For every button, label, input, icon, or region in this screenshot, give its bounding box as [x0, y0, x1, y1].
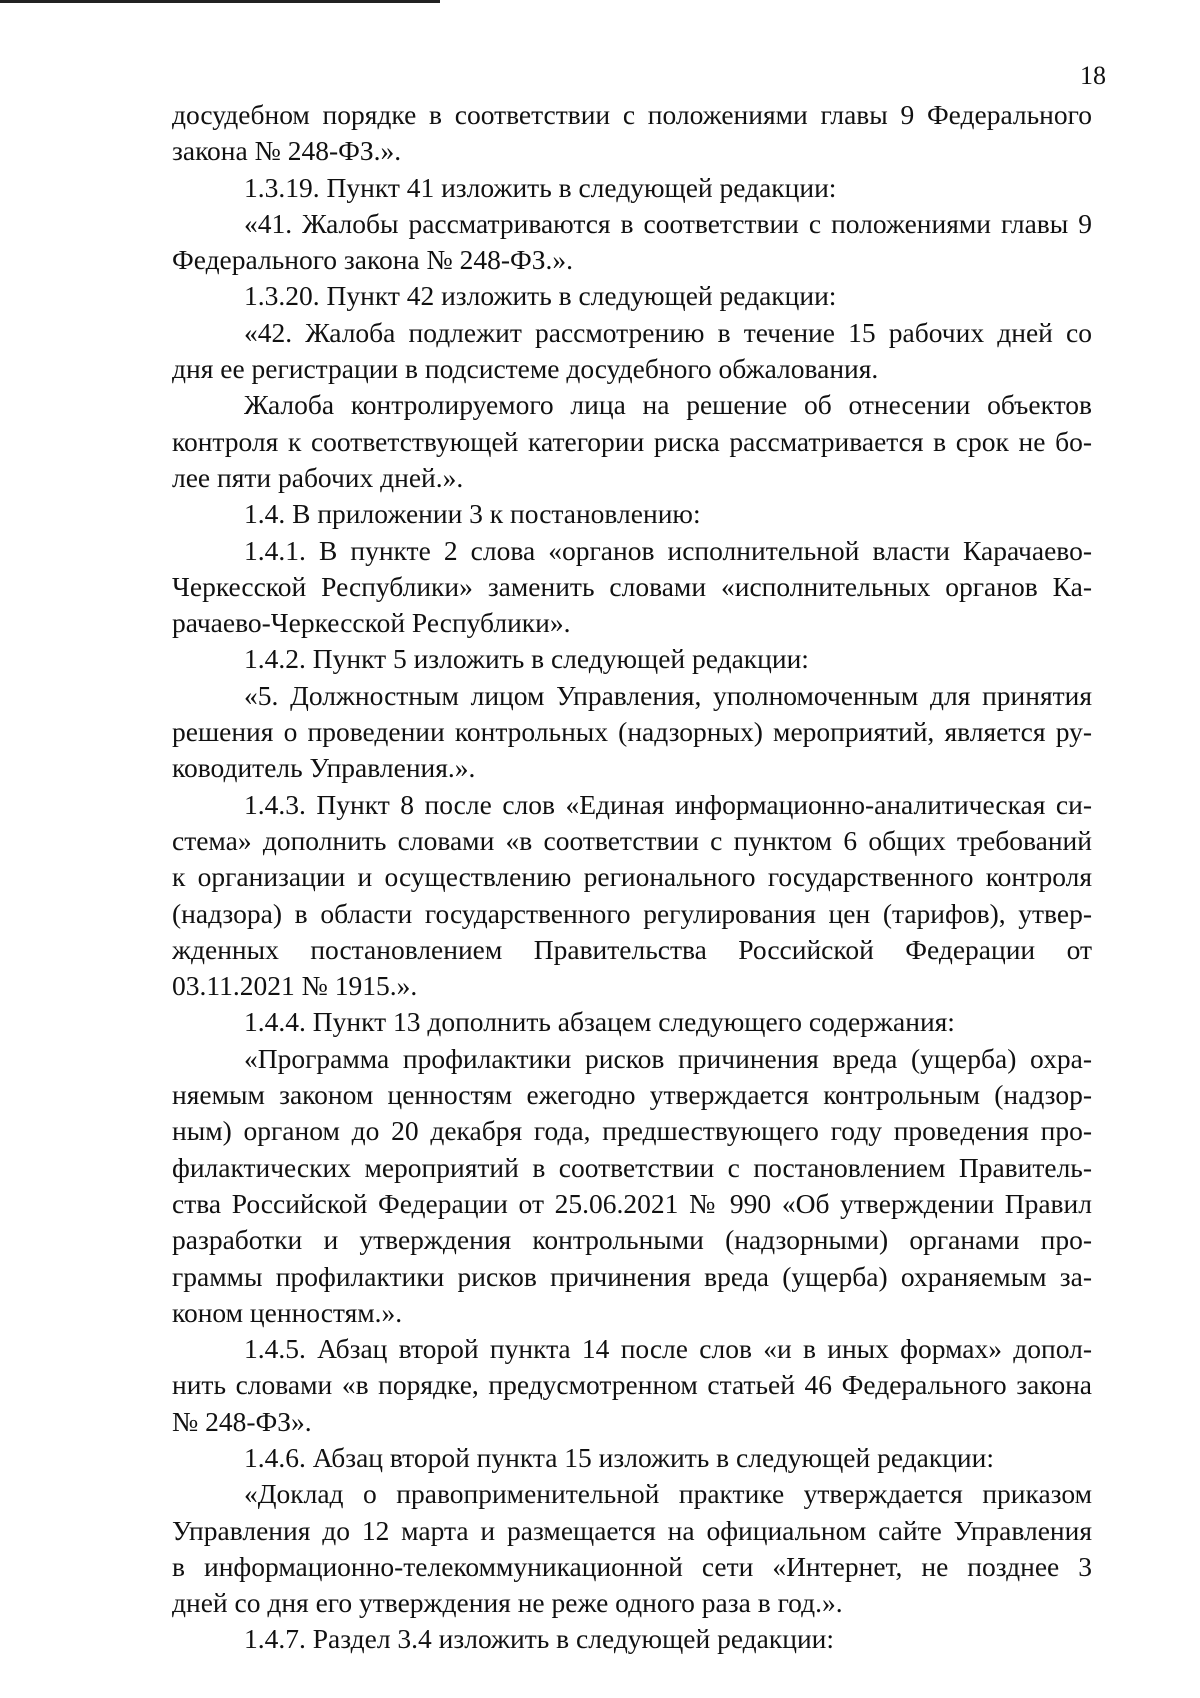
text-line: няемым законом ценностям ежегодно утверждается контрольным (надзор-	[172, 1079, 1092, 1111]
text-line: 1.4. В приложении 3 к постановлению:	[244, 498, 701, 530]
text-line: рачаево-Черкесской Республики».	[172, 607, 571, 639]
text-line: ным) органом до 20 декабря года, предшествующего году проведения про-	[172, 1115, 1092, 1147]
page-number: 18	[1080, 61, 1106, 90]
text-line: жденных постановлением Правительства Российской Федерации от	[172, 933, 1092, 965]
text-line: дней со дня его утверждения не реже одного раза в год.».	[172, 1587, 843, 1619]
text-line: «Доклад о правоприменительной практике утверждается приказом	[244, 1478, 1092, 1510]
text-line: стема» дополнить словами «в соответствии с пунктом 6 общих требований	[172, 824, 1092, 856]
text-line: в информационно-телекоммуникационной сети «Интернет, не позднее 3	[172, 1550, 1092, 1582]
text-line: 1.3.19. Пункт 41 изложить в следующей редакции:	[244, 171, 837, 203]
text-line: дня ее регистрации в подсистеме досудебного обжалования.	[172, 353, 879, 385]
text-line: 1.3.20. Пункт 42 изложить в следующей редакции:	[244, 280, 837, 312]
text-line: Федерального закона № 248-ФЗ.».	[172, 244, 574, 276]
document-body	[172, 97, 1092, 1658]
text-line: коном ценностям.».	[172, 1296, 403, 1328]
text-line: Жалоба контролируемого лица на решение об отнесении объектов	[244, 389, 1092, 421]
text-line: «41. Жалобы рассматриваются в соответствии с положениями главы 9	[244, 207, 1092, 239]
text-line: 1.4.7. Раздел 3.4 изложить в следующей редакции:	[244, 1623, 835, 1655]
text-line: решения о проведении контрольных (надзорных) мероприятий, является ру-	[172, 716, 1092, 748]
text-line: лее пяти рабочих дней.».	[172, 461, 464, 493]
text-line: 1.4.4. Пункт 13 дополнить абзацем следующего содержания:	[244, 1006, 955, 1038]
text-line: к организации и осуществлению регионального государственного контроля	[172, 861, 1092, 893]
text-line: закона № 248-ФЗ.».	[172, 135, 402, 167]
text-line: нить словами «в порядке, предусмотренном статьей 46 Федерального закона	[172, 1369, 1092, 1401]
text-line: № 248-ФЗ».	[172, 1405, 312, 1437]
text-line: Управления до 12 марта и размещается на официальном сайте Управления	[172, 1514, 1092, 1546]
text-line: ства Российской Федерации от 25.06.2021 № 990 «Об утверждении Правил	[172, 1187, 1092, 1219]
scan-top-edge-line	[0, 0, 440, 3]
text-line: 1.4.2. Пункт 5 изложить в следующей редакции:	[244, 643, 809, 675]
text-line: 1.4.5. Абзац второй пункта 14 после слов «и в иных формах» допол-	[244, 1333, 1092, 1365]
text-line: «5. Должностным лицом Управления, уполномоченным для принятия	[244, 679, 1092, 711]
text-line: 1.4.3. Пункт 8 после слов «Единая информационно-аналитическая си-	[244, 788, 1092, 820]
text-line: 1.4.6. Абзац второй пункта 15 изложить в следующей редакции:	[244, 1441, 995, 1473]
text-line: досудебном порядке в соответствии с положениями главы 9 Федерального	[172, 99, 1092, 130]
text-line: филактических мероприятий в соответствии с постановлением Правитель-	[172, 1151, 1092, 1183]
text-line: контроля к соответствующей категории риска рассматривается в срок не бо-	[172, 425, 1092, 457]
text-line: (надзора) в области государственного регулирования цен (тарифов), утвер-	[172, 897, 1092, 929]
text-line: граммы профилактики рисков причинения вреда (ущерба) охраняемым за-	[172, 1260, 1092, 1292]
text-line: Черкесской Республики» заменить словами «исполнительных органов Ка-	[172, 570, 1092, 602]
text-line: 1.4.1. В пункте 2 слова «органов исполнительной власти Карачаево-	[244, 534, 1092, 566]
text-line: ководитель Управления.».	[172, 752, 476, 784]
text-line: «Программа профилактики рисков причинения вреда (ущерба) охра-	[244, 1042, 1092, 1074]
text-line: разработки и утверждения контрольными (надзорными) органами про-	[172, 1224, 1092, 1256]
text-line: «42. Жалоба подлежит рассмотрению в течение 15 рабочих дней со	[244, 316, 1092, 348]
text-line: 03.11.2021 № 1915.».	[172, 970, 418, 1002]
